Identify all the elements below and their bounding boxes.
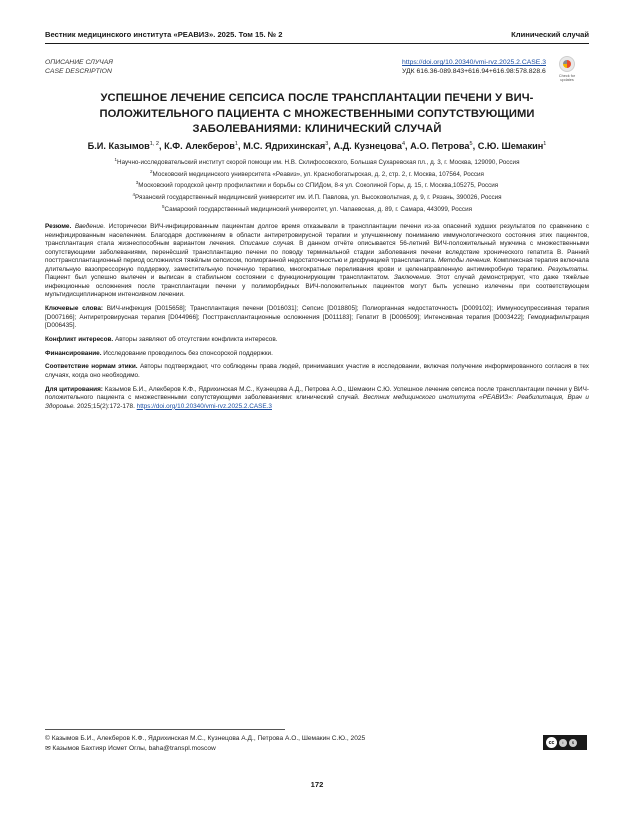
ethics: Соответствие нормам этики. Авторы подтверждают, что соблюдены права людей, принимавших участие в исследовании, включая получение информированного согласия в тех случаях, когда оно необходимо.	[45, 363, 589, 379]
author: М.С. Ядрихинская$^3$	[243, 141, 329, 152]
article-type-ru: ОПИСАНИЕ СЛУЧАЯ	[45, 59, 113, 66]
udk-code: УДК 616.36-089.843+616.94+616.98:578.828.6	[402, 68, 546, 75]
footer-divider	[45, 729, 285, 730]
conflict-of-interest: Конфликт интересов. Авторы заявляют об отсутствии конфликта интересов.	[45, 335, 278, 343]
affiliation: $^2$Московский медицинского университета «Реавиз», ул. Краснобогатырская, д. 2, стр. 2, г. Москва, 107564, Россия	[150, 168, 484, 178]
abstract-section	[45, 223, 589, 417]
cc-license-badge[interactable]	[543, 735, 587, 750]
journal-name: Вестник медицинского института «РЕАВИЗ». 2025. Том 15. № 2	[45, 29, 283, 39]
author: К.Ф. Алекберов$^1$	[164, 141, 238, 152]
page-number: 172	[310, 780, 324, 789]
author: Б.И. Казымов$^{1, 2}$	[87, 141, 159, 152]
journal-header	[45, 27, 589, 41]
corresponding-author: ✉ Казымов Бахтияр Исмет Оглы, baha@transpl.moscow	[45, 744, 216, 752]
citation-doi-link[interactable]: https://doi.org/10.20340/vmi-rvz.2025.2.CASE.3	[136, 402, 272, 410]
keywords: Ключевые слова: ВИЧ-инфекция [D015658]; Трансплантация печени [D016031]; Сепсис [D018805]; Полиорганная недостаточность [D009102]; Иммуносупрессивная терапия [D007166]; Антиретровирусная терапия [D044966]; Посттрансплантационные осложнения [D011183]; Гепатит В [D006509]; Интенсивная терапия [D003422]; Гемодиафильтрация [D006435].	[45, 305, 589, 330]
section-name: Клинический случай	[511, 29, 589, 39]
abstract: Резюме. Введение. Исторически ВИЧ-инфицированным пациентам долгое время отказывали в трансплантации печени из-за опасений худших результатов по сравнению с неинфицированным населением. Благодаря достижениям в области антиретровирусной терапии и улучшенному пониманию иммунологического состояния этих пациентов, трансплантация стала жизнеспособным вариантом лечения. Описание случая. В данном отчёте описывается 56-летний ВИЧ-положительный мужчина с множественными сопутствующими заболеваниями, перенёсший трансплантацию печени по поводу терминальной стадии заболевания печени вследствие хронического гепатита В. Ранний посттрансплантационный период осложнился тяжёлым сепсисом, полиорганной недостаточностью и дисфункцией трансплантата. Методы лечения. Комплексная терапия включала длительную вазопрессорную поддержку, заместительную почечную терапию, многократные переливания крови и целенаправленную антимикробную терапию. Результаты. Пациент был успешно вылечен и выписан в стабильном состоянии с функционирующим трансплантатом. Заключение. Этот случай демонстрирует, что даже тяжёлые инфекционные осложнения после трансплантации печени у полиморбидных ВИЧ-положительных пациентов могут быть успешно излечены при соответствующем мультидисциплинарном интенсивном лечении.	[45, 223, 590, 299]
author: С.Ю. Шемакин$^1$	[477, 141, 547, 152]
doi-link[interactable]: https://doi.org/10.20340/vmi-rvz.2025.2.CASE.3	[402, 59, 546, 66]
citation: Для цитирования: Казымов Б.И., Алекберов К.Ф., Ядрихинская М.С., Кузнецова А.Д., Петрова А.О., Шемакин С.Ю. Успешное лечение сепсиса после трансплантации печени у ВИЧ-положительного пациента с множественными сопутствующими заболеваниями: клинический случай. Вестник медицинского института «РЕАВИЗ»: Реабилитация, Врач и Здоровье. 2025;15(2):172-178. https://doi.org/10.20340/vmi-rvz.2025.2.CASE.3	[45, 385, 590, 410]
affiliations	[30, 156, 604, 214]
affiliation: $^1$Научно-исследовательский институт скорой помощи им. Н.В. Склифосовского, Большая Сухаревская пл., д. 3, г. Москва, 129090, Россия	[114, 157, 520, 167]
copyright: © Казымов Б.И., Алекберов К.Ф., Ядрихинская М.С., Кузнецова А.Д., Петрова А.О., Шемакин С.Ю., 2025	[45, 735, 366, 742]
author: А.О. Петрова$^5$	[410, 141, 473, 152]
header-divider	[45, 43, 589, 44]
article-title: УСПЕШНОЕ ЛЕЧЕНИЕ СЕПСИСА ПОСЛЕ ТРАНСПЛАНТАЦИИ ПЕЧЕНИ У ВИЧ-ПОЛОЖИТЕЛЬНОГО ПАЦИЕНТА С МНОЖЕСТВЕННЫМИ СОПУТСТВУЮЩИМИ ЗАБОЛЕВАНИЯМИ: КЛИНИЧЕСКИЙ СЛУЧАЙ	[99, 92, 535, 135]
funding: Финансирование. Исследование проводилось без спонсорской поддержки.	[45, 349, 273, 357]
badge-label: Check for updates	[558, 74, 576, 83]
affiliation: $^3$Московский городской центр профилактики и борьбы со СПИДом, 8-я ул. Соколиной Горы, д. 15, г. Москва,105275, Россия	[135, 180, 499, 190]
cc-icon: cc	[546, 737, 557, 748]
check-for-updates-icon	[559, 56, 575, 72]
doi-block	[402, 58, 546, 76]
check-for-updates-badge[interactable]	[554, 56, 580, 86]
article-type	[45, 58, 113, 76]
author-list: Б.И. Казымов$^{1, 2}$, К.Ф. Алекберов$^1$, М.С. Ядрихинская$^3$, А.Д. Кузнецова$^4$, А.О. Петрова$^5$, С.Ю. Шемакин$^1$	[87, 141, 547, 152]
cc-by-icon: i	[559, 739, 567, 747]
affiliation: $^4$Рязанский государственный медицинский университет им. И.П. Павлова, ул. Высоковольтная, д. 9, г. Рязань, 390026, Россия	[132, 192, 502, 202]
footer	[45, 734, 365, 753]
article-type-en: CASE DESCRIPTION	[45, 68, 112, 75]
cc-nc-icon: $	[569, 739, 577, 747]
affiliation: $^5$Самарский государственный медицинский университет, ул. Чапаевская, д. 89, г. Самара, 443099, Россия	[161, 203, 473, 213]
author: А.Д. Кузнецова$^4$	[333, 141, 406, 152]
